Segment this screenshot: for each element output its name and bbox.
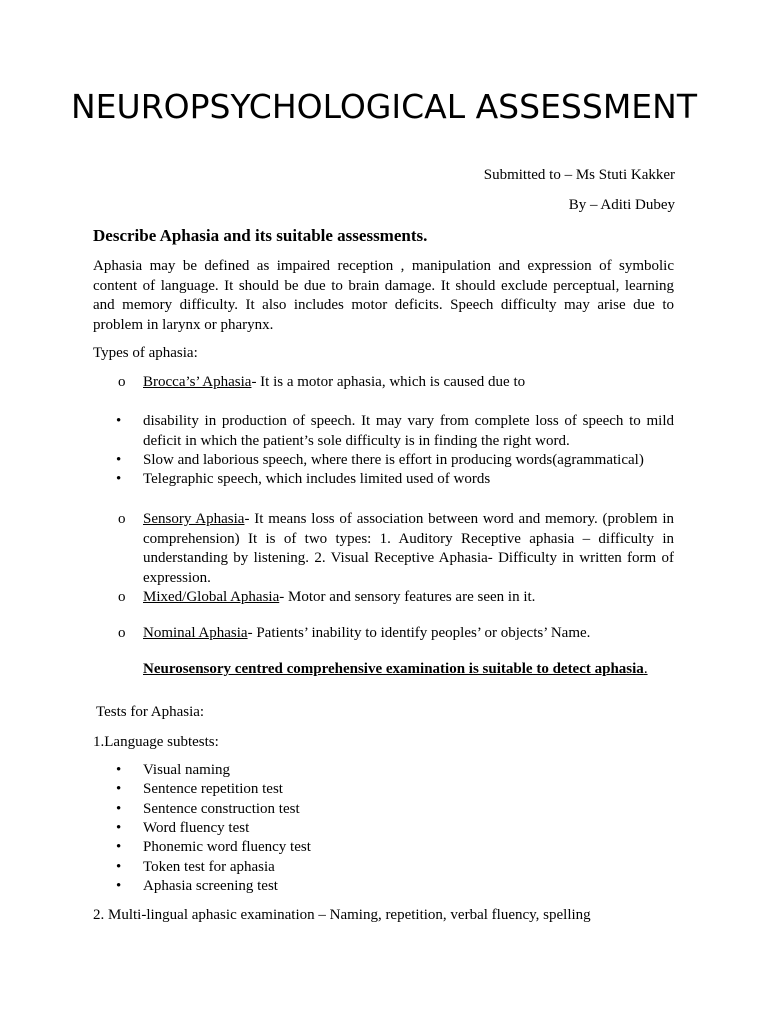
bullet-icon: • bbox=[116, 762, 122, 778]
bullet-icon: • bbox=[116, 878, 122, 894]
bullet-icon: • bbox=[116, 471, 122, 487]
bullet-icon: • bbox=[116, 781, 122, 797]
examination-note bbox=[143, 660, 674, 680]
broca-aphasia-text: - It is a motor aphasia, which is caused due to bbox=[251, 374, 526, 390]
mixed-aphasia-term: Mixed/Global Aphasia bbox=[143, 589, 280, 605]
question-heading: Describe Aphasia and its suitable assessments. bbox=[93, 226, 428, 245]
nominal-aphasia-text: - Patients’ inability to identify peoples’ or objects’ Name. bbox=[247, 625, 591, 641]
broca-aphasia-item bbox=[143, 373, 674, 393]
bullet-icon: • bbox=[116, 801, 122, 817]
mixed-aphasia-text: - Motor and sensory features are seen in it. bbox=[279, 589, 536, 605]
subtest-item: Sentence repetition test bbox=[143, 781, 283, 797]
bullet-icon: • bbox=[116, 413, 122, 429]
examination-note-text: Neurosensory centred comprehensive examination is suitable to detect aphasia bbox=[143, 661, 644, 677]
nominal-aphasia-term: Nominal Aphasia bbox=[143, 625, 248, 641]
sensory-aphasia-item bbox=[143, 510, 674, 588]
broca-point: disability in production of speech. It may vary from complete loss of speech to mild deficit in which the patient’s sole difficulty is in finding the right word. bbox=[143, 413, 674, 449]
broca-aphasia-term: Brocca’s’ Aphasia bbox=[143, 374, 252, 390]
author-line: By – Aditi Dubey bbox=[568, 197, 675, 213]
tests-heading: Tests for Aphasia: bbox=[96, 704, 205, 720]
types-heading: Types of aphasia: bbox=[93, 345, 198, 361]
document-title: NEUROPSYCHOLOGICAL ASSESSMENT bbox=[71, 87, 697, 126]
circle-bullet-icon: o bbox=[118, 625, 126, 641]
circle-bullet-icon: o bbox=[118, 374, 126, 390]
definition-paragraph: Aphasia may be defined as impaired reception , manipulation and expression of symbolic content of language. It should be due to brain damage. It should exclude perceptual, learning and memory difficulty. It also includes motor deficits. Speech difficulty may arise due to problem in larynx or pharynx. bbox=[93, 258, 674, 333]
language-subtests-heading: 1.Language subtests: bbox=[93, 734, 219, 750]
mixed-aphasia-item bbox=[143, 588, 674, 608]
sensory-aphasia-text: - It means loss of association between word and memory. (problem in comprehension) It is of two types: 1. Auditory Receptive aphasia – difficulty in understanding by listening. 2. Visual Receptive Aphasia- Difficulty in written form of expression. bbox=[143, 511, 674, 586]
broca-point: Telegraphic speech, which includes limited used of words bbox=[143, 471, 491, 487]
bullet-icon: • bbox=[116, 839, 122, 855]
submitted-to: Submitted to – Ms Stuti Kakker bbox=[483, 167, 675, 183]
circle-bullet-icon: o bbox=[118, 511, 126, 527]
subtest-item: Sentence construction test bbox=[143, 801, 300, 817]
bullet-icon: • bbox=[116, 859, 122, 875]
bullet-icon: • bbox=[116, 452, 122, 468]
sensory-aphasia-term: Sensory Aphasia bbox=[143, 511, 245, 527]
bullet-icon: • bbox=[116, 820, 122, 836]
multilingual-exam: 2. Multi-lingual aphasic examination – Naming, repetition, verbal fluency, spelling bbox=[93, 907, 591, 923]
nominal-aphasia-item bbox=[143, 624, 674, 644]
circle-bullet-icon: o bbox=[118, 589, 126, 605]
subtest-item: Token test for aphasia bbox=[143, 859, 275, 875]
subtest-item: Word fluency test bbox=[143, 820, 250, 836]
broca-point: Slow and laborious speech, where there is effort in producing words(agrammatical) bbox=[143, 452, 644, 468]
subtest-item: Visual naming bbox=[143, 762, 231, 778]
subtest-item: Aphasia screening test bbox=[143, 878, 278, 894]
examination-note-period: . bbox=[643, 661, 648, 677]
subtest-item: Phonemic word fluency test bbox=[143, 839, 311, 855]
